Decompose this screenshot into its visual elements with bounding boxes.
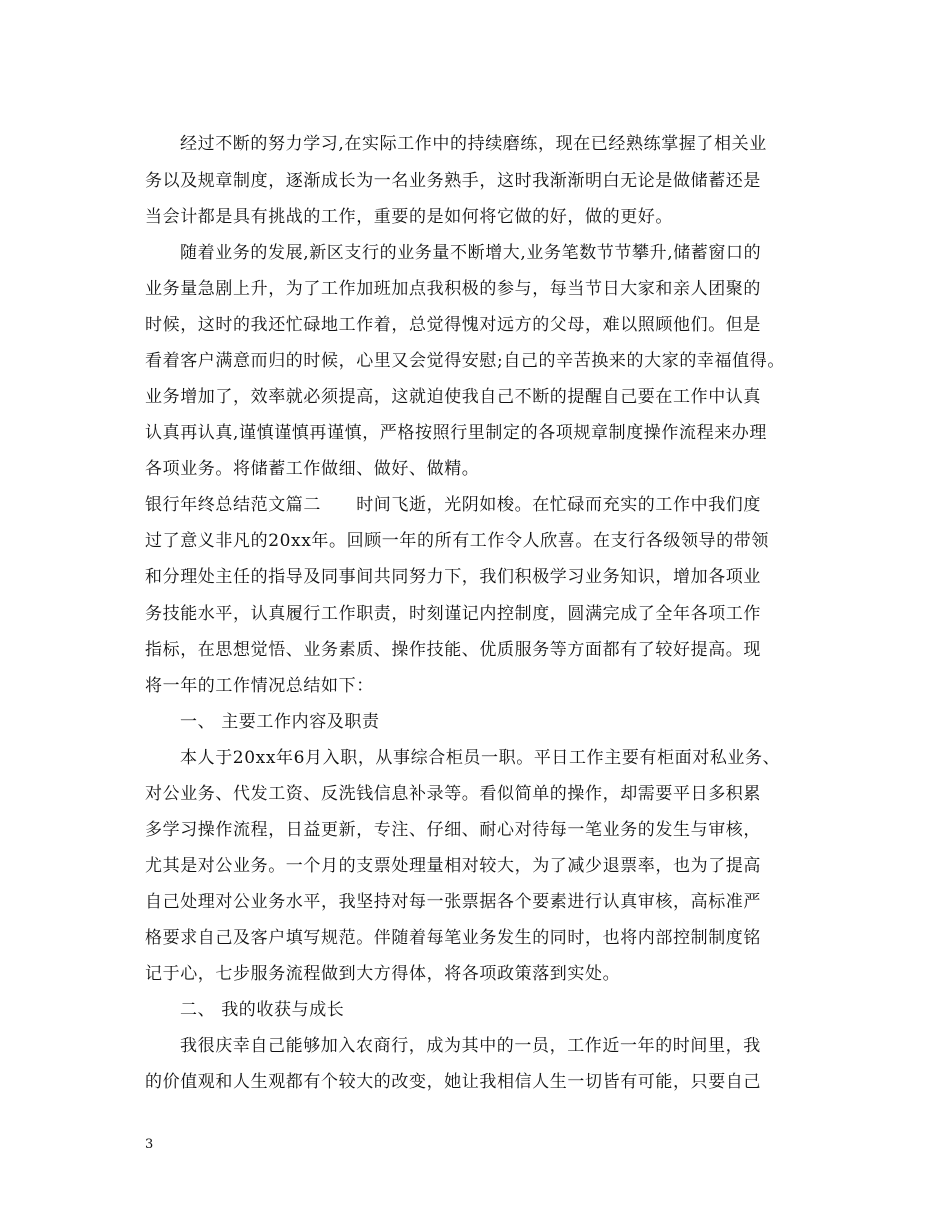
text-line: 看着客户满意而归的时候，心里又会觉得安慰;自己的辛苦换来的大家的幸福值得。 — [145, 351, 785, 371]
text-line: 业务量急剧上升，为了工作加班加点我积极的参与，每当节日大家和亲人团聚的 — [145, 279, 761, 299]
text-line: 和分理处主任的指导及同事间共同努力下，我们积极学习业务知识，增加各项业 — [145, 567, 761, 587]
text-line: 业务增加了，效率就必须提高，这就迫使我自己不断的提醒自己要在工作中认真 — [145, 387, 761, 407]
text-line: 的价值观和人生观都有个较大的改变，她让我相信人生一切皆有可能，只要自己 — [145, 1072, 761, 1092]
text-line: 指标，在思想觉悟、业务素质、操作技能、优质服务等方面都有了较好提高。现 — [145, 640, 761, 660]
text-line: 务技能水平，认真履行工作职责，时刻谨记内控制度，圆满完成了全年各项工作 — [145, 604, 761, 624]
text-line: 各项业务。将储蓄工作做细、做好、做精。 — [145, 459, 480, 479]
text-line: 多学习操作流程，日益更新，专注、仔细、耐心对待每一笔业务的发生与审核， — [145, 820, 761, 840]
section-heading-line: 一、 主要工作内容及职责 — [180, 712, 380, 732]
text-line: 将一年的工作情况总结如下： — [145, 676, 374, 696]
page-number: 3 — [145, 1137, 154, 1152]
text-line: 务以及规章制度，逐渐成长为一名业务熟手，这时我渐渐明白无论是做储蓄还是 — [145, 171, 761, 191]
text-line: 记于心，七步服务流程做到大方得体，将各项政策落到实处。 — [145, 964, 621, 984]
text-line: 经过不断的努力学习,在实际工作中的持续磨练，现在已经熟练掌握了相关业 — [180, 134, 767, 154]
text-line: 自己处理对公业务水平，我坚持对每一张票据各个要素进行认真审核，高标准严 — [145, 892, 761, 912]
section-heading-line: 银行年终总结范文篇二 时间飞逝，光阴如梭。在忙碌而充实的工作中我们度 — [145, 495, 761, 515]
text-line: 当会计都是具有挑战的工作，重要的是如何将它做的好，做的更好。 — [145, 207, 673, 227]
text-line: 我很庆幸自己能够加入农商行，成为其中的一员，工作近一年的时间里，我 — [180, 1036, 761, 1056]
text-line: 格要求自己及客户填写规范。伴随着每笔业务发生的同时，也将内部控制制度铭 — [145, 928, 761, 948]
section-heading-line: 二、 我的收获与成长 — [180, 1000, 345, 1020]
text-line: 对公业务、代发工资、反洗钱信息补录等。看似简单的操作，却需要平日多积累 — [145, 784, 761, 804]
text-line: 本人于20xx年6月入职，从事综合柜员一职。平日工作主要有柜面对私业务、 — [180, 748, 781, 768]
text-line: 尤其是对公业务。一个月的支票处理量相对较大，为了减少退票率，也为了提高 — [145, 856, 761, 876]
text-line: 时候，这时的我还忙碌地工作着，总觉得愧对远方的父母，难以照顾他们。但是 — [145, 315, 761, 335]
text-line: 过了意义非凡的20xx年。回顾一年的所有工作令人欣喜。在支行各级领导的带领 — [145, 531, 770, 551]
text-line: 认真再认真,谨慎谨慎再谨慎，严格按照行里制定的各项规章制度操作流程来办理 — [145, 423, 768, 443]
text-line: 随着业务的发展,新区支行的业务量不断增大,业务笔数节节攀升,储蓄窗口的 — [180, 243, 762, 263]
